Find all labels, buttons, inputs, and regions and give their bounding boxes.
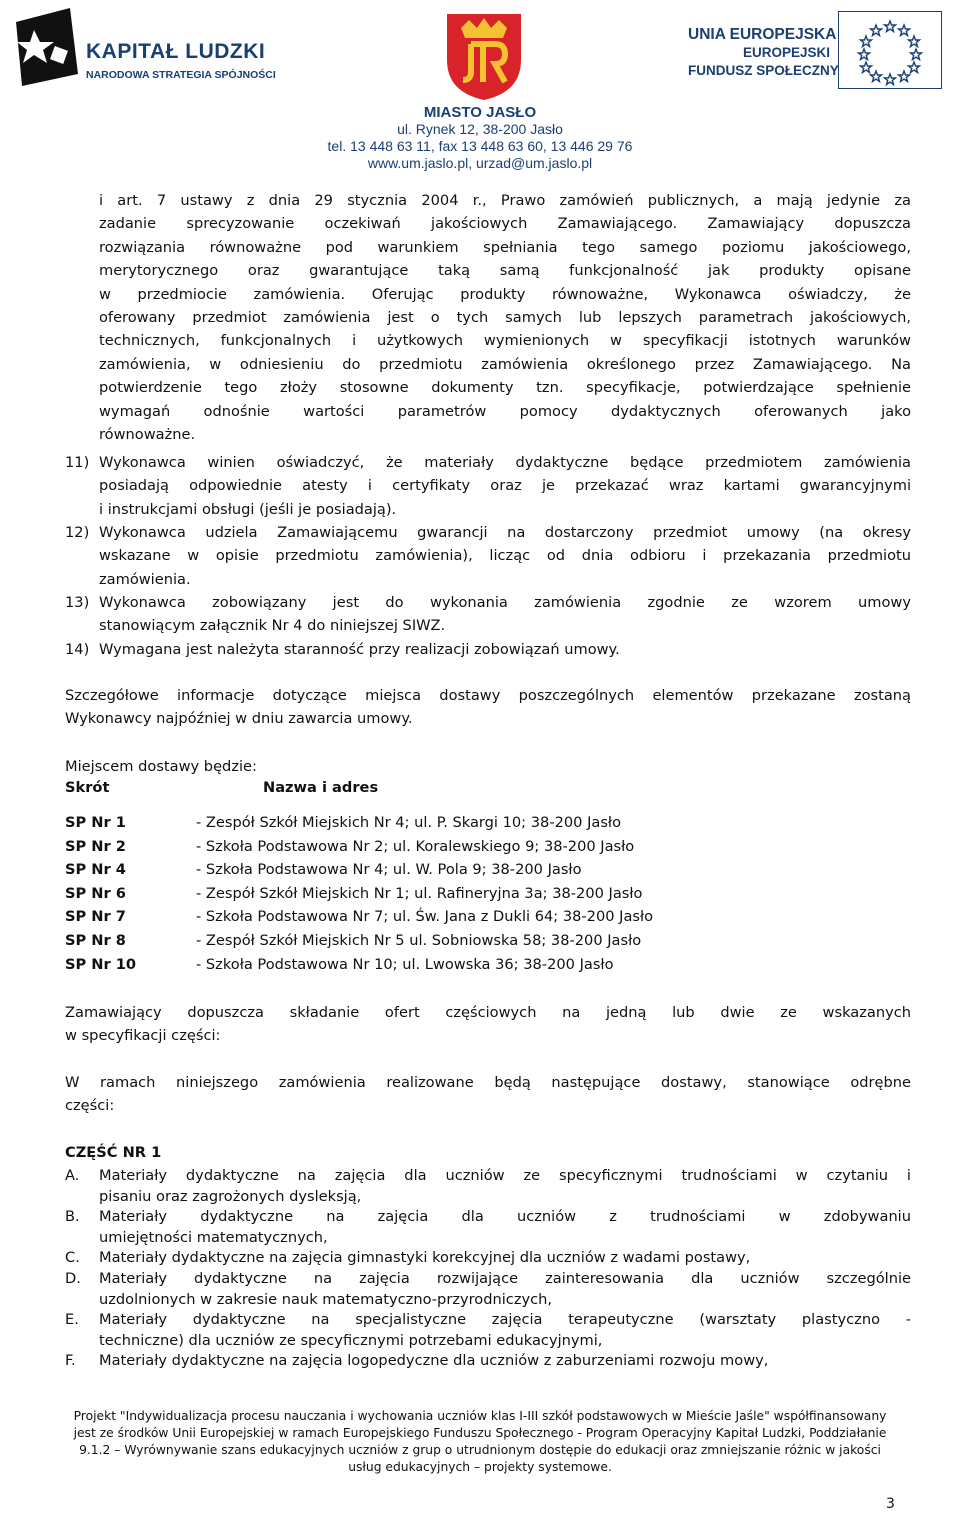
- table-header-name: Nazwa i adres: [263, 779, 379, 796]
- school-address: - Szkoła Podstawowa Nr 10; ul. Lwowska 36; 38-200 Jasło: [196, 955, 614, 973]
- point-body: [99, 591, 911, 638]
- details-line: Szczegółowe informacje dotyczące miejsca dostawy poszczególnych elementów przekazane zostaną: [65, 687, 911, 704]
- parts-paragraph: [65, 1071, 911, 1118]
- parts-line: W ramach niniejszego zamówienia realizowane będą następujące dostawy, stanowiące odrębne: [65, 1074, 911, 1091]
- part-item-body: [99, 1351, 911, 1372]
- intro-line: w przedmiocie zamówienia. Oferując produkty równoważne, Wykonawca oświadczy, że: [99, 285, 911, 303]
- part-item-line: Materiały dydaktyczne na zajęcia rozwijające zainteresowania dla uczniów szczególnie: [99, 1270, 911, 1287]
- part-item-letter: C.: [65, 1249, 80, 1266]
- school-code: SP Nr 2: [65, 837, 126, 855]
- point-line: posiadają odpowiednie atesty i certyfikaty oraz je przekazać wraz kartami gwarancyjnymi: [99, 477, 911, 495]
- point-body: [99, 521, 911, 591]
- intro-line: wymagań odnośnie wartości parametrów pomocy dydaktycznych oferowanych jako: [99, 402, 911, 420]
- intro-line: potwierdzenie tego złoży stosowne dokumenty tzn. specyfikacje, potwierdzające spełnienie: [99, 379, 911, 397]
- part-item-body: [99, 1248, 911, 1269]
- city-address: ul. Rynek 12, 38-200 Jasło: [397, 121, 563, 137]
- footer-line: usług edukacyjnych – projekty systemowe.: [348, 1460, 612, 1474]
- eu-logo: [688, 8, 948, 92]
- table-row: [65, 908, 911, 931]
- point-number: 12): [65, 524, 90, 541]
- intro-line: równoważne.: [99, 426, 196, 444]
- school-address: - Zespół Szkół Miejskich Nr 1; ul. Rafineryjna 3a; 38-200 Jasło: [196, 884, 643, 902]
- partial-line: w specyfikacji części:: [65, 1027, 221, 1045]
- partial-line: Zamawiający dopuszcza składanie ofert częściowych na jedną lub dwie ze wskazanych: [65, 1004, 911, 1021]
- eu-flag-icon: [838, 11, 942, 89]
- part-item-letter: D.: [65, 1270, 81, 1287]
- city-phone: tel. 13 448 63 11, fax 13 448 63 60, 13 446 29 76: [327, 138, 633, 154]
- intro-line: rozwiązania równoważne pod warunkiem spełniania tego samego poziomu jakościowego,: [99, 238, 911, 256]
- details-paragraph: [65, 684, 911, 731]
- table-row: [65, 885, 911, 908]
- school-address: - Szkoła Podstawowa Nr 2; ul. Koralewskiego 9; 38-200 Jasło: [196, 837, 635, 855]
- part-item-line: Materiały dydaktyczne na zajęcia gimnastyki korekcyjnej dla uczniów z wadami postawy,: [99, 1249, 751, 1266]
- intro-paragraph: [99, 189, 911, 446]
- city-web[interactable]: www.um.jaslo.pl, urzad@um.jaslo.pl: [367, 155, 593, 171]
- table-header: [65, 779, 665, 802]
- part-item-body: [99, 1310, 911, 1351]
- partial-offers-paragraph: [65, 1001, 911, 1048]
- table-row: [65, 956, 911, 979]
- intro-line: oferowany przedmiot zamówienia jest o tych samych lub lepszych parametrach jakościowych,: [99, 309, 911, 327]
- school-address: - Zespół Szkół Miejskich Nr 4; ul. P. Skargi 10; 38-200 Jasło: [196, 814, 621, 831]
- part-item-line: Materiały dydaktyczne na zajęcia logopedyczne dla uczniów z zaburzeniami rozwoju mowy,: [99, 1352, 769, 1369]
- part-item-letter: E.: [65, 1311, 79, 1328]
- kapital-ludzki-title: KAPITAŁ LUDZKI: [86, 40, 266, 63]
- intro-line: zadanie sprecyzowanie oczekiwań jakościowych Zamawiającego. Zamawiający dopuszcza: [99, 215, 911, 233]
- school-code: SP Nr 7: [65, 908, 126, 926]
- city-name: MIASTO JASŁO: [423, 104, 537, 121]
- school-code: SP Nr 10: [65, 955, 137, 973]
- eu-subtitle-2: FUNDUSZ SPOŁECZNY: [688, 63, 839, 78]
- point-line: wskazane w opisie przedmiotu zamówienia), licząc od dnia odbioru i przekazania przedmiotu: [99, 547, 911, 565]
- point-line: stanowiącym załącznik Nr 4 do niniejszej SIWZ.: [99, 617, 446, 635]
- school-address: - Szkoła Podstawowa Nr 4; ul. W. Pola 9; 38-200 Jasło: [196, 861, 582, 879]
- part-item-line: pisaniu oraz zagrożonych dysleksją,: [99, 1187, 362, 1205]
- part-item-line: umiejętności matematycznych,: [99, 1228, 328, 1246]
- point-line: Wykonawca winien oświadczyć, że materiały dydaktyczne będące przedmiotem zamówienia: [99, 454, 911, 471]
- point-number: 14): [65, 641, 90, 658]
- part1-title: CZĘŚĆ NR 1: [65, 1144, 162, 1161]
- intro-line: technicznych, funkcjonalnych i użytkowych wymienionych w specyfikacji istotnych warunków: [99, 332, 911, 350]
- school-address: - Zespół Szkół Miejskich Nr 5 ul. Sobniowska 58; 38-200 Jasło: [196, 932, 642, 949]
- table-row: [65, 932, 911, 955]
- part-item-line: Materiały dydaktyczne na specjalistyczne zajęcia terapeutyczne (warsztaty plastyczno -: [99, 1311, 911, 1328]
- footer-line: jest ze środków Unii Europejskiej w ramach Europejskiego Funduszu Społecznego - Program Operacyjny Kapitał Ludzki, Poddziałanie: [73, 1426, 887, 1440]
- point-body: [99, 638, 911, 661]
- part-item-body: [99, 1166, 911, 1207]
- eu-subtitle-1: EUROPEJSKI: [742, 45, 830, 60]
- point-line: Wykonawca udziela Zamawiającemu gwarancji na dostarczony przedmiot umowy (na okresy: [99, 524, 911, 541]
- project-footer: [0, 1408, 960, 1476]
- point-number: 13): [65, 594, 90, 611]
- point-line: i instrukcjami obsługi (jeśli je posiadają).: [99, 500, 397, 518]
- table-row: [65, 814, 911, 837]
- part-item-line: Materiały dydaktyczne na zajęcia dla uczniów ze specyficznymi trudnościami w czytaniu i: [99, 1167, 911, 1184]
- kapital-ludzki-logo: [14, 8, 274, 86]
- school-code: SP Nr 4: [65, 861, 126, 879]
- footer-line: 9.1.2 – Wyrównywanie szans edukacyjnych uczniów z grup o utrudnionym dostępie do edukacji oraz zmniejszanie różnic w jakości: [79, 1443, 881, 1457]
- point-number: 11): [65, 454, 90, 471]
- point-body: [99, 451, 911, 521]
- part-item-letter: A.: [65, 1167, 80, 1184]
- part-item-letter: F.: [65, 1352, 76, 1369]
- page-number: 3: [886, 1496, 895, 1512]
- kapital-ludzki-subtitle: NARODOWA STRATEGIA SPÓJNOŚCI: [86, 69, 276, 81]
- contact-block: [0, 104, 960, 172]
- school-address: - Szkoła Podstawowa Nr 7; ul. Św. Jana z Dukli 64; 38-200 Jasło: [196, 908, 654, 926]
- jaslo-coat-of-arms-icon: [443, 10, 525, 102]
- table-header-code: Skrót: [65, 779, 110, 796]
- table-row: [65, 838, 911, 861]
- part-item-line: Materiały dydaktyczne na zajęcia dla uczniów z trudnościami w zdobywaniu: [99, 1208, 911, 1225]
- part-item-line: uzdolnionych w zakresie nauk matematyczno-przyrodniczych,: [99, 1290, 553, 1308]
- intro-line: zamówienia, w odniesieniu do przedmiotu zamówienia określonego przez Zamawiającego. Na: [99, 355, 911, 373]
- kapital-ludzki-emblem-icon: [14, 8, 80, 86]
- school-code: SP Nr 1: [65, 814, 126, 831]
- table-row: [65, 861, 911, 884]
- part-item-body: [99, 1269, 911, 1310]
- point-line: Wymagana jest należyta staranność przy realizacji zobowiązań umowy.: [99, 641, 620, 658]
- school-code: SP Nr 8: [65, 932, 126, 949]
- intro-line: i art. 7 ustawy z dnia 29 stycznia 2004 r., Prawo zamówień publicznych, a mają jedynie za: [99, 192, 911, 209]
- footer-line: Projekt "Indywidualizacja procesu nauczania i wychowania uczniów klas I-III szkół podstawowych w Mieście Jaśle" współfinansowany: [73, 1409, 887, 1423]
- intro-line: merytorycznego oraz gwarantujące taką samą funkcjonalność jak produkty opisane: [99, 262, 911, 280]
- eu-title: UNIA EUROPEJSKA: [688, 26, 837, 43]
- details-line: Wykonawcy najpóźniej w dniu zawarcia umowy.: [65, 710, 413, 728]
- delivery-intro: Miejscem dostawy będzie:: [65, 758, 257, 775]
- part-item-letter: B.: [65, 1208, 80, 1225]
- part-item-body: [99, 1207, 911, 1248]
- school-code: SP Nr 6: [65, 884, 126, 902]
- point-line: Wykonawca zobowiązany jest do wykonania zamówienia zgodnie ze wzorem umowy: [99, 594, 911, 611]
- parts-line: części:: [65, 1097, 115, 1115]
- point-line: zamówienia.: [99, 570, 191, 588]
- part-item-line: techniczne) dla uczniów ze specyficznymi potrzebami edukacyjnymi,: [99, 1331, 603, 1349]
